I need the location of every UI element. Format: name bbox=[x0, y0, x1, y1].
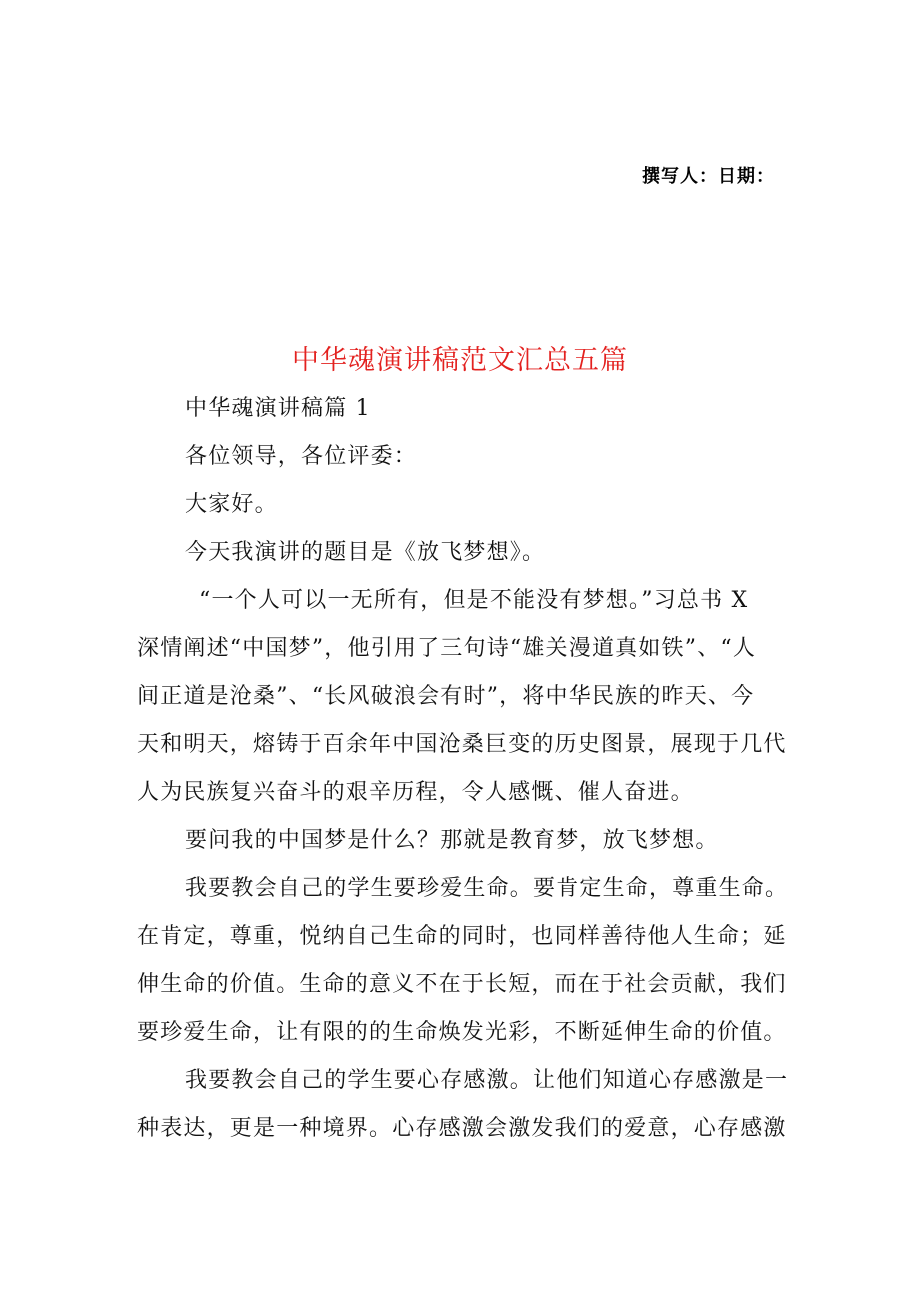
greeting: 大家好。 bbox=[185, 492, 278, 517]
paragraph-line: 间正道是沧桑”、“长风破浪会有时”，将中华民族的昨天、今 bbox=[137, 684, 755, 709]
paragraph-line: 在肯定，尊重，悦纳自己生命的同时，也同样善待他人生命；延 bbox=[137, 924, 787, 949]
paragraph-line: 天和明天，熔铸于百余年中国沧桑巨变的历史图景，展现于几代 bbox=[137, 732, 787, 757]
gratitude-paragraph bbox=[137, 1057, 797, 1153]
paragraph-line: 要珍爱生命，让有限的的生命焕发光彩，不断延伸生命的价值。 bbox=[137, 1020, 787, 1045]
document-body bbox=[137, 385, 797, 1153]
document-title: 中华魂演讲稿范文汇总五篇 bbox=[292, 345, 628, 376]
paragraph-line: 我要教会自己的学生要珍爱生命。要肯定生命，尊重生命。 bbox=[185, 876, 789, 901]
paragraph-line: “一个人可以一无所有，但是不能没有梦想。”习总书 X bbox=[199, 588, 749, 613]
paragraph-line: 深情阐述“中国梦”，他引用了三句诗“雄关漫道真如铁”、“人 bbox=[137, 636, 757, 661]
speech-topic: 今天我演讲的题目是《放飞梦想》。 bbox=[185, 540, 546, 565]
author-date-line: 撰写人：日期： bbox=[642, 166, 775, 187]
paragraph-line: 种表达，更是一种境界。心存感激会激发我们的爱意，心存感激 bbox=[137, 1116, 787, 1141]
question-paragraph: 要问我的中国梦是什么？那就是教育梦，放飞梦想。 bbox=[185, 828, 719, 853]
paragraph-line: 人为民族复兴奋斗的艰辛历程，令人感慨、催人奋进。 bbox=[137, 780, 694, 805]
paragraph-line: 伸生命的价值。生命的意义不在于长短，而在于社会贡献，我们 bbox=[137, 972, 787, 997]
quote-paragraph bbox=[137, 577, 797, 817]
paragraph-line: 我要教会自己的学生要心存感激。让他们知道心存感激是一 bbox=[185, 1068, 789, 1093]
salutation: 各位领导，各位评委： bbox=[185, 444, 418, 469]
section-heading: 中华魂演讲稿篇 1 bbox=[185, 396, 371, 421]
life-paragraph bbox=[137, 865, 797, 1057]
